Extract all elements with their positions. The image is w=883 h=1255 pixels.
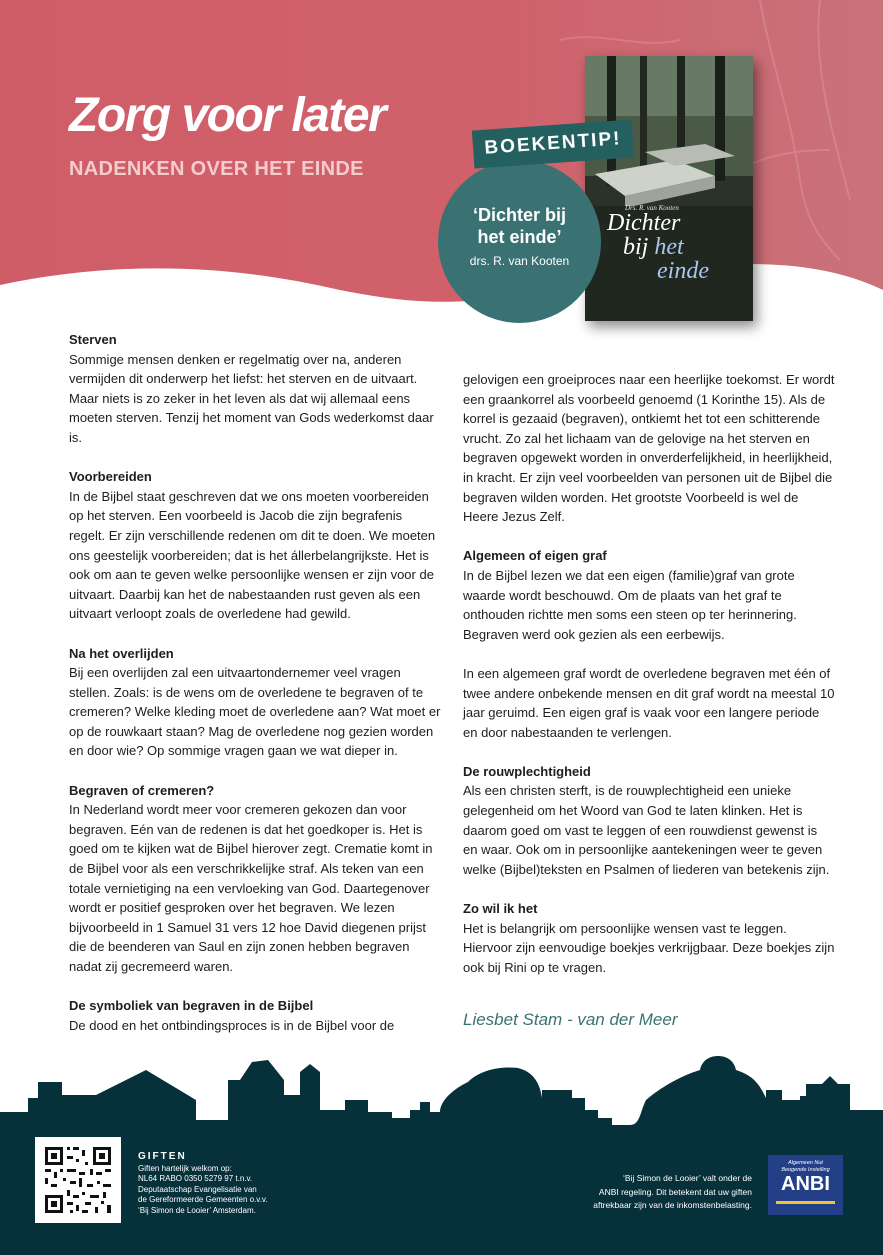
page-subtitle: NADENKEN OVER HET EINDE <box>69 158 364 180</box>
section-heading: Sterven <box>69 332 117 347</box>
booktip-author: drs. R. van Kooten <box>469 254 570 268</box>
gift-title: GIFTEN <box>138 1151 187 1162</box>
anbi-line: ANBI regeling. Dit betekent dat uw giften <box>598 1186 752 1197</box>
anbi-line: aftrekbaar zijn van de inkomstenbelasting. <box>593 1200 752 1210</box>
anbi-logo-underline <box>776 1201 835 1204</box>
section-heading: De rouwplechtigheid <box>463 763 591 779</box>
booktip-circle <box>438 160 601 323</box>
section-text: In de Bijbel staat geschreven dat we ons moeten voorbereiden op het sterven. Een voorbeeld is Jacob die zijn begrafenis regelt. Er zijn verschillende redenen om dit te doen. We moeten ons geestelijk voorbereiden; dat is het állerbelangrijkste. Het is ook om aan te geven welke persoonlijke wensen er zijn voor de uitvaart. Daarbij kan het de nabestaanden rust geven als een uitvaart verloopt zoals de overledene had gewild. <box>69 488 436 622</box>
booktip-title <box>438 204 601 248</box>
booktip-badge: BOEKENTIP! <box>472 119 634 168</box>
section-text: Sommige mensen denken er regelmatig over na, anderen vermijden dit onderwerp het liefst: het sterven en de uitvaart. Maar niets is zo zeker in het leven als dat wij allemaal eens moeten sterven. Tenzij het moment van Gods wederkomst daar is. <box>69 351 434 445</box>
section-heading: Algemeen of eigen graf <box>463 548 607 564</box>
book-cover-title-line2a: bij <box>623 234 655 260</box>
anbi-logo-text: ANBI <box>781 1173 830 1195</box>
booktip-title-line1: ‘Dichter bij <box>472 205 566 225</box>
section-text: In de Bijbel lezen we dat een eigen (familie)graf van grote waarde wordt beschouwd. Om de plaats van het graf te onthouden richtte men soms een steen op ter herinnering. Begraven werd ook gezien als een eerbewijs. <box>463 567 797 642</box>
anbi-line: ‘Bij Simon de Looier’ valt onder de <box>623 1173 752 1183</box>
section-text: In Nederland wordt meer voor cremeren gekozen dan voor begraven. Eén van de redenen is dat het goedkoper is. Het is goed om te kijken wat de Bijbel hierover zegt. Crematie komt in de Bijbel voor als een verschrikkelijke straf. Als teken van een totale vernietiging na een vervloeking van God. Daartegenover wordt er positief gesproken over het begraven. We lezen bijvoorbeeld in 1 Samuel 31 vers 12 hoe David diegenen prijst die de beenderen van Saul en zijn zonen hebben begraven nadat zij gecremeerd waren. <box>69 802 433 974</box>
qr-code[interactable] <box>35 1137 121 1223</box>
anbi-logo-caption <box>768 1160 843 1173</box>
section-heading: De symboliek van begraven in de Bijbel <box>69 998 314 1014</box>
author-signature: Liesbet Stam - van der Meer <box>463 1010 678 1029</box>
page-title: Zorg voor later <box>69 89 386 142</box>
gift-info <box>138 1152 268 1216</box>
section-heading: Na het overlijden <box>69 645 174 661</box>
section-text: In een algemeen graf wordt de overledene begraven met één of twee andere onbekende mensen en dit graf wordt na meestal 10 jaar geruimd. Een eigen graf is vaak voor een langere periode en door nabestaanden te verlengen. <box>463 665 835 740</box>
gift-line: Giften hartelijk welkom op: <box>138 1163 232 1173</box>
anbi-logo-caption-line2: Beogende Instelling <box>781 1166 830 1173</box>
section-text: Het is belangrijk om persoonlijke wensen vast te leggen. Hiervoor zijn eenvoudige boekjes verkrijgbaar. Deze boekjes zijn ook bij Rini op te vragen. <box>463 920 835 975</box>
book-cover-title-line2b: het <box>654 234 684 260</box>
gift-line: de Gereformeerde Gemeenten o.v.v. <box>138 1195 268 1204</box>
book-cover-title-line3: einde <box>657 258 709 284</box>
gift-line: Deputaatschap Evangelisatie van <box>138 1184 257 1194</box>
book-cover-image <box>585 56 753 321</box>
booktip-title-line2: het einde’ <box>477 227 562 247</box>
anbi-logo <box>768 1155 843 1215</box>
footer-skyline <box>0 1040 883 1255</box>
section-text: Als een christen sterft, is de rouwplechtigheid een unieke gelegenheid om het Woord van God te laten klinken. Het is daarom goed om vast te leggen of een rouwdienst gewenst is en waar. Ook om in persoonlijke aantekeningen weer te geven welke (Bijbel)teksten en Psalmen of liederen van betekenis zijn. <box>463 783 830 877</box>
section-text: gelovigen een groeiproces naar een heerlijke toekomst. Er wordt een graankorrel als voorbeeld genoemd (1 Korinthe 15). Als de korrel is gezaaid (begraven), ontkiemt het tot een schitterende vrucht. Zo zal het lichaam van de gelovige na het sterven en begraven opgewekt worden in onverderfelijkheid, in heerlijkheid, in kracht. Er zijn veel voorbeelden van personen uit de Bijbel die begraven wilden worden. Het grootste Voorbeeld is wel de Heere Jezus Zelf. <box>463 372 835 525</box>
gift-line: ‘Bij Simon de Looier’ Amsterdam. <box>138 1205 256 1215</box>
article-column-right <box>463 370 835 977</box>
book-cover-author: Drs. R. van Kooten <box>625 204 679 212</box>
gift-line: NL64 RABO 0350 5279 97 t.n.v. <box>138 1174 253 1183</box>
anbi-logo-caption-line1: Algemeen Nut <box>788 1160 823 1166</box>
section-heading: Voorbereiden <box>69 469 152 485</box>
section-heading: Zo wil ik het <box>463 901 538 917</box>
book-cover-title-line1: Dichter <box>607 210 681 236</box>
section-text: De dood en het ontbindingsproces is in de Bijbel voor de <box>69 1017 395 1033</box>
book-cover-title <box>607 211 747 283</box>
anbi-info <box>472 1172 752 1213</box>
article-column-left <box>69 330 441 1035</box>
section-text: Bij een overlijden zal een uitvaartondernemer veel vragen stellen. Zoals: is de wens om de overledene te begraven of te cremeren? Welke kleding moet de overledene aan? Wat moet er op de rouwkaart staan? Mag de overledene nog gezien worden en door wie? Op sommige vragen gaan we wat dieper in. <box>69 665 441 759</box>
section-heading: Begraven of cremeren? <box>69 782 215 798</box>
